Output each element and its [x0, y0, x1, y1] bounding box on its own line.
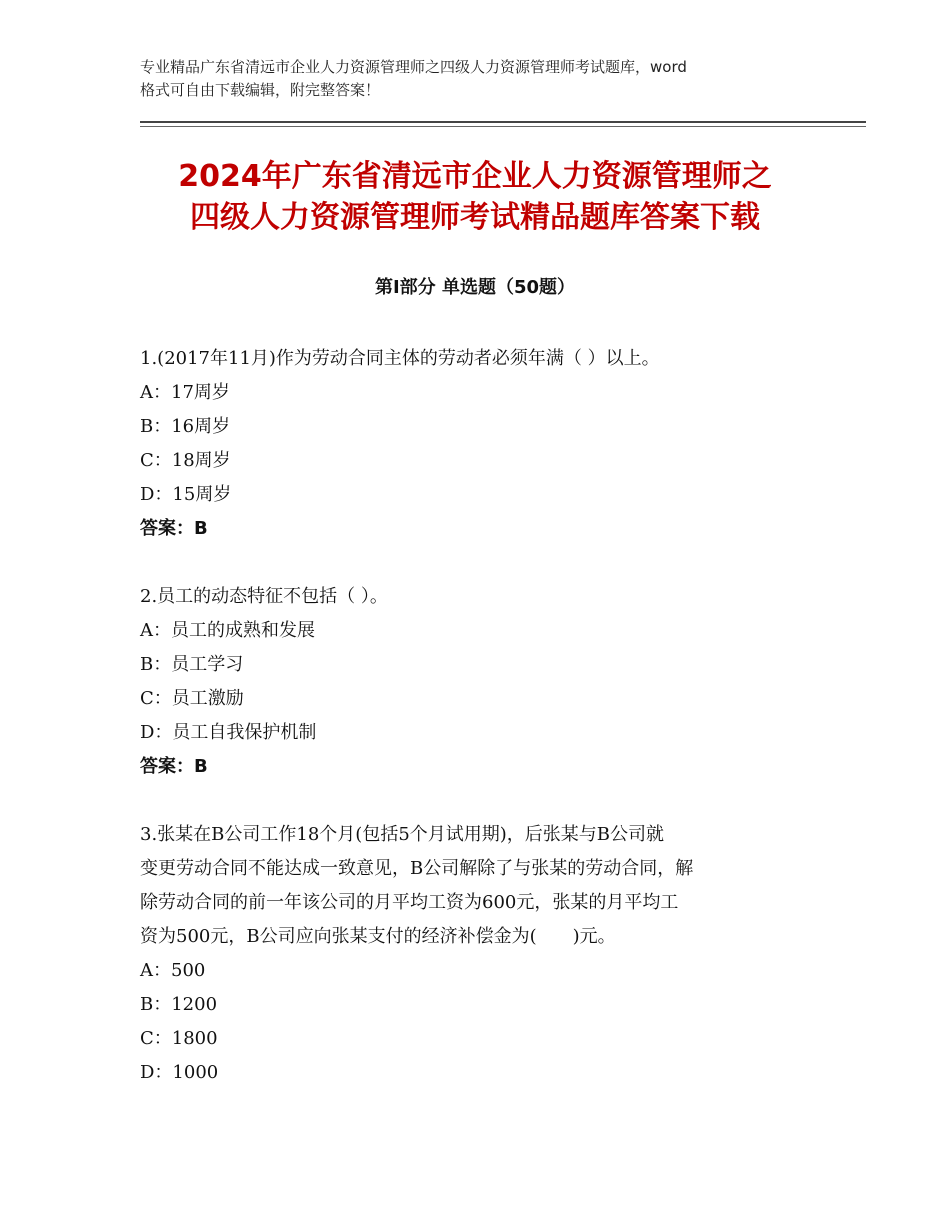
- question-3-option-a: A：500: [140, 960, 206, 981]
- document-title-line-2: 四级人力资源管理师考试精品题库答案下载: [190, 200, 760, 235]
- question-3-stem-line-3: 除劳动合同的前一年该公司的月平均工资为600元，张某的月平均工: [140, 892, 679, 913]
- question-3-option-c: C：1800: [140, 1028, 218, 1049]
- question-1: [140, 342, 820, 546]
- question-3-stem-line-4: 资为500元，B公司应向张某支付的经济补偿金为( )元。: [140, 926, 616, 947]
- question-2-stem: 2.员工的动态特征不包括（ ）。: [140, 586, 388, 607]
- document-title: [100, 156, 850, 238]
- question-2-option-a: A：员工的成熟和发展: [140, 620, 315, 641]
- header-note-line-2: 格式可自由下载编辑，附完整答案！: [140, 81, 381, 99]
- question-1-option-b: B：16周岁: [140, 416, 231, 437]
- header-note-line-1: 专业精品广东省清远市企业人力资源管理师之四级人力资源管理师考试题库，word: [140, 58, 687, 76]
- section-heading: 第Ⅰ部分 单选题（50题）: [374, 277, 575, 298]
- header-rule-thick: [140, 121, 866, 123]
- question-2-option-d: D：员工自我保护机制: [140, 722, 317, 743]
- document-title-line-1: 2024年广东省清远市企业人力资源管理师之: [178, 159, 772, 194]
- question-3-stem-line-1: 3.张某在B公司工作18个月(包括5个月试用期)，后张某与B公司就: [140, 824, 665, 845]
- question-2-option-c: C：员工激励: [140, 688, 244, 709]
- question-3-option-d: D：1000: [140, 1062, 219, 1083]
- question-2: [140, 580, 820, 784]
- question-1-answer: 答案：B: [140, 518, 208, 539]
- question-2-option-b: B：员工学习: [140, 654, 244, 675]
- question-1-option-c: C：18周岁: [140, 450, 231, 471]
- question-2-answer: 答案：B: [140, 756, 208, 777]
- question-1-option-d: D：15周岁: [140, 484, 232, 505]
- question-3-stem-line-2: 变更劳动合同不能达成一致意见，B公司解除了与张某的劳动合同，解: [140, 858, 694, 879]
- question-1-option-a: A：17周岁: [140, 382, 230, 403]
- question-3: [140, 818, 820, 1090]
- question-3-option-b: B：1200: [140, 994, 218, 1015]
- header-rule-thin: [140, 126, 866, 127]
- question-1-stem: 1.(2017年11月)作为劳动合同主体的劳动者必须年满（ ）以上。: [140, 348, 660, 369]
- header-note: [140, 56, 830, 102]
